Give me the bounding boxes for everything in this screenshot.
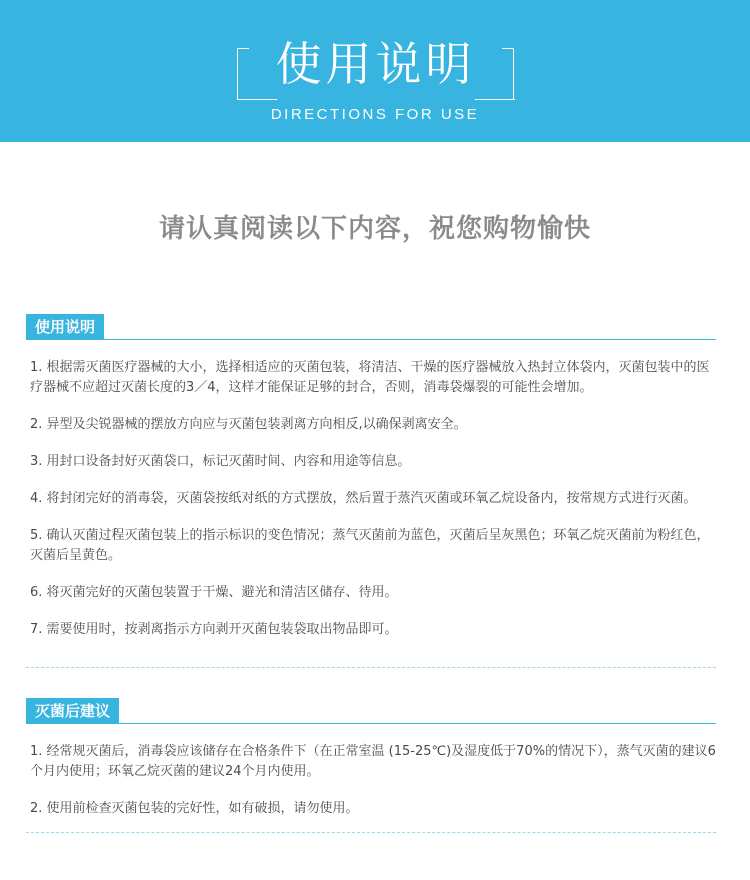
dashed-divider <box>26 832 716 833</box>
header-banner <box>0 0 750 142</box>
list-item: 1. 经常规灭菌后，消毒袋应该储存在合格条件下（在正常室温 (15-25℃)及湿度低于70%的情况下），蒸气灭菌的建议6个月内使用；环氧乙烷灭菌的建议24个月内使用。 <box>30 744 716 779</box>
list-item: 2. 使用前检查灭菌包装的完好性，如有破损，请勿使用。 <box>30 801 359 816</box>
section-after-sterilization-header <box>26 698 716 724</box>
tagline: 请认真阅读以下内容，祝您购物愉快 <box>158 214 591 244</box>
list-item: 6. 将灭菌完好的灭菌包装置于干燥、避光和清洁区储存、待用。 <box>30 585 398 600</box>
page-subtitle: DIRECTIONS FOR USE <box>270 106 480 123</box>
list-item: 7. 需要使用时，按剥离指示方向剥开灭菌包装袋取出物品即可。 <box>30 622 398 637</box>
section-usage-title: 使用说明 <box>26 314 104 340</box>
section-after-sterilization-list <box>30 742 720 836</box>
page-title: 使用说明 <box>275 37 476 91</box>
section-usage-list <box>30 358 720 657</box>
list-item: 1. 根据需灭菌医疗器械的大小，选择相适应的灭菌包装，将清洁、干燥的医疗器械放入热封立体袋内，灭菌包装中的医疗器械不应超过灭菌长度的3／4，这样才能保证足够的封合，否则，消毒袋爆裂的可能性会增加。 <box>30 360 710 395</box>
list-item: 2. 异型及尖锐器械的摆放方向应与灭菌包装剥离方向相反,以确保剥离安全。 <box>30 417 467 432</box>
title-frame <box>237 37 514 98</box>
list-item: 5. 确认灭菌过程灭菌包装上的指示标识的变色情况；蒸气灭菌前为蓝色，灭菌后呈灰黑色；环氧乙烷灭菌前为粉红色，灭菌后呈黄色。 <box>30 528 710 563</box>
dashed-divider <box>26 667 716 668</box>
section-usage-header <box>26 314 716 340</box>
list-item: 3. 用封口设备封好灭菌袋口，标记灭菌时间、内容和用途等信息。 <box>30 454 411 469</box>
list-item: 4. 将封闭完好的消毒袋，灭菌袋按纸对纸的方式摆放，然后置于蒸汽灭菌或环氧乙烷设备内，按常规方式进行灭菌。 <box>30 491 697 506</box>
section-after-sterilization-title: 灭菌后建议 <box>26 698 119 724</box>
